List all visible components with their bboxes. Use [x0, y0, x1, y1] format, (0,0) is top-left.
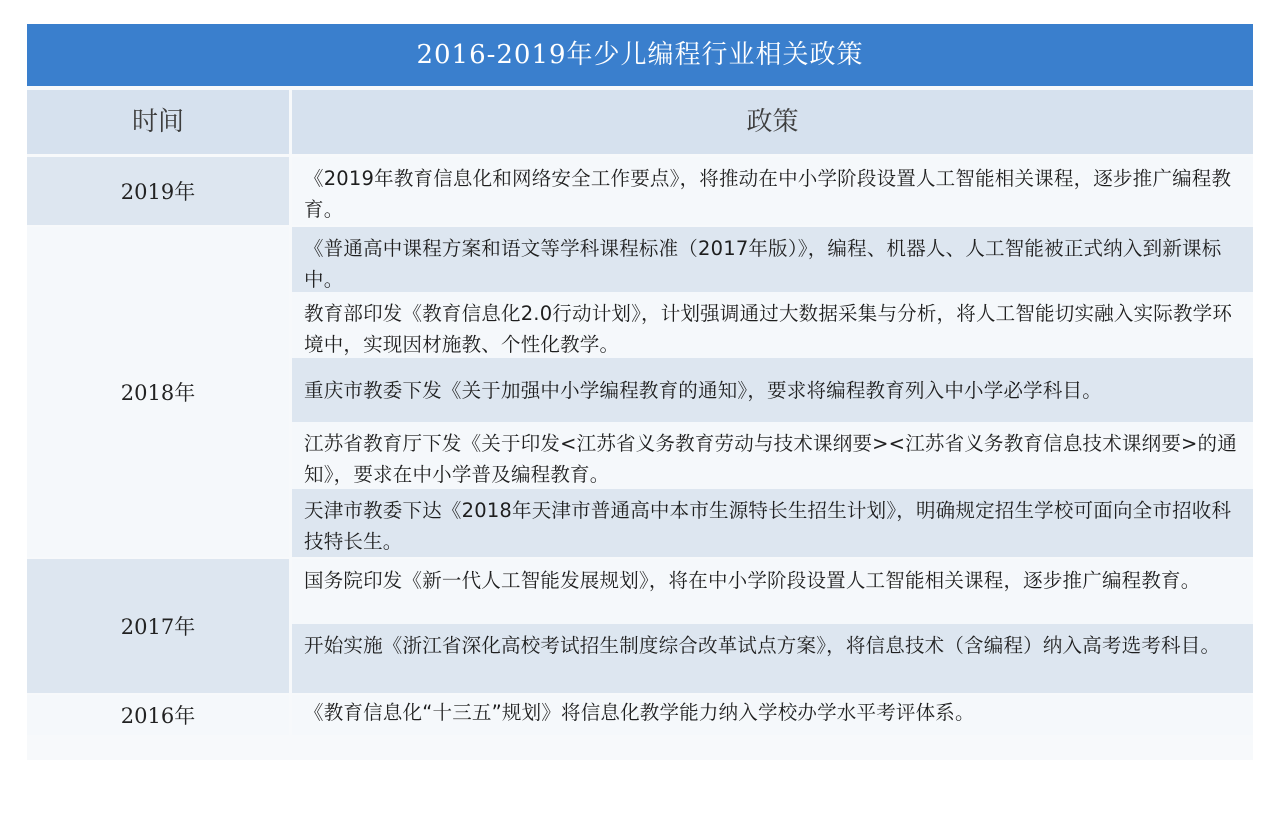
policy-2017-2: 开始实施《浙江省深化高校考试招生制度综合改革试点方案》，将信息技术（含编程）纳入高考选考科目。	[292, 624, 1253, 693]
year-cell-2016: 2016年	[27, 695, 289, 735]
policy-table	[27, 24, 1253, 760]
policy-2018-5: 天津市教委下达《2018年天津市普通高中本市生源特长生招生计划》，明确规定招生学校可面向全市招收科技特长生。	[292, 489, 1253, 557]
policy-2018-1: 《普通高中课程方案和语文等学科课程标准（2017年版）》，编程、机器人、人工智能被正式纳入到新课标中。	[292, 227, 1253, 292]
policy-2016-1: 《教育信息化“十三五”规划》将信息化教学能力纳入学校办学水平考评体系。	[292, 695, 1253, 735]
policy-2018-2: 教育部印发《教育信息化2.0行动计划》，计划强调通过大数据采集与分析，将人工智能切实融入实际教学环境中，实现因材施教、个性化教学。	[292, 292, 1253, 358]
year-cell-2018: 2018年	[27, 227, 289, 557]
policy-2018-4: 江苏省教育厅下发《关于印发<江苏省义务教育劳动与技术课纲要><江苏省义务教育信息技术课纲要>的通知》，要求在中小学普及编程教育。	[292, 422, 1253, 489]
table-header-row	[27, 90, 1253, 154]
header-time: 时间	[27, 90, 289, 154]
header-policy: 政策	[292, 90, 1253, 154]
year-cell-2017: 2017年	[27, 559, 289, 693]
table-title: 2016-2019年少儿编程行业相关政策	[27, 24, 1253, 86]
year-cell-2019: 2019年	[27, 157, 289, 225]
policy-2019-1: 《2019年教育信息化和网络安全工作要点》，将推动在中小学阶段设置人工智能相关课程，逐步推广编程教育。	[292, 157, 1253, 225]
policy-2018-3: 重庆市教委下发《关于加强中小学编程教育的通知》，要求将编程教育列入中小学必学科目。	[292, 358, 1253, 422]
policy-2017-1: 国务院印发《新一代人工智能发展规划》，将在中小学阶段设置人工智能相关课程，逐步推广编程教育。	[292, 559, 1253, 624]
